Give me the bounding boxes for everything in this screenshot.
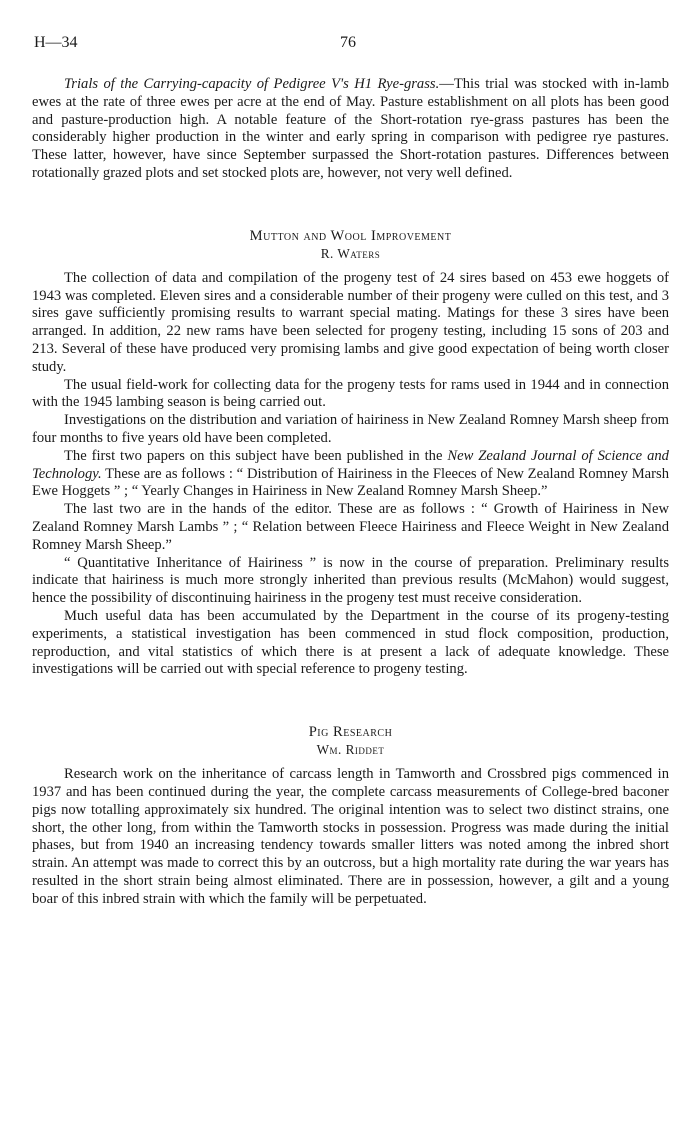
mutton-paragraph-1: The collection of data and compilation of the progeny test of 24 sires based on 453 ewe hoggets of 1943 was completed. Eleven sires and a considerable number of their progeny were culled on this test, and 3 sires gave sufficiently promising results to warrant special mating. Matings for these 3 sires have been arranged. In addition, 22 new rams have been selected for progeny testing, including 15 sons of 203 and 213. Several of these have produced very promising lambs and give good expectation of being worth closer study. — [32, 269, 669, 375]
mutton-paragraph-3: Investigations on the distribution and variation of hairiness in New Zealand Romney Marsh sheep from four months to five years old have been completed. — [32, 412, 669, 446]
mutton-wool-heading: Mutton and Wool Improvement — [249, 227, 452, 244]
page-body — [32, 76, 669, 908]
p4-lead: The first two papers on this subject have been published in the — [64, 447, 448, 464]
mutton-paragraph-7: Much useful data has been accumulated by the Department in the course of its progeny-testing experiments, a statistical investigation has been commenced in stud flock composition, production, reproduction, and vital statistics of which there is at present a lack of adequate knowledge. These investigations will be carried out with special reference to progeny testing. — [32, 607, 669, 678]
mutton-paragraph-2: The usual field-work for collecting data for the progeny tests for rams used in 1944 and in connection with the 1945 lambing season is being carried out. — [32, 376, 669, 411]
mutton-paragraph-5: The last two are in the hands of the editor. These are as follows : “ Growth of Hairiness in New Zealand Romney Marsh Lambs ” ; “ Relation between Fleece Hairiness and Fleece Weight in New Zealand Romney Marsh Sheep.” — [32, 501, 669, 553]
mutton-wool-author: R. Waters — [320, 245, 381, 261]
page-header — [34, 34, 666, 54]
page-number: 76 — [340, 34, 356, 51]
pig-research-author: Wm. Riddet — [316, 742, 385, 758]
page-reference: H—34 — [34, 34, 78, 51]
mutton-paragraph-6: “ Quantitative Inheritance of Hairiness ” is now in the course of preparation. Preliminary results indicate that hairiness is much more strongly inherited than previous results (McMahon) would suggest, hence the possibility of discontinuing hairiness in the progeny test must receive consideration. — [32, 554, 669, 607]
mutton-paragraph-4 — [32, 448, 669, 501]
trial-title: Trials of the Carrying-capacity of Pedigree V's H1 Rye-grass. — [64, 76, 440, 92]
rye-grass-trial-paragraph — [32, 76, 669, 183]
pig-research-heading: Pig Research — [308, 724, 393, 741]
p4-rest: These are as follows : “ Distribution of Hairiness in the Fleeces of New Zealand Romney Marsh Ewe Hoggets ” ; “ Yearly Changes in Hairiness in New Zealand Romney Marsh Sheep.” — [32, 465, 669, 500]
trial-text: —This trial was stocked with in-lamb ewes at the rate of three ewes per acre at the end of May. Pasture establishment on all plots has been good and pasture-production high. A notable feature of the Short-rotation rye-grass pastures has been the considerably higher production in the winter and early spring in comparison with pedigree rye pastures. These latter, however, have since September surpassed the Short-rotation pastures. Differences between rotationally grazed plots and set stocked plots are, however, not very well defined. — [32, 76, 669, 181]
journal-name: New Zealand Journal of Science and Technology. — [32, 447, 669, 482]
pig-paragraph-1: Research work on the inheritance of carcass length in Tamworth and Crossbred pigs commenced in 1937 and has been continued during the year, the complete carcass measurements of College-bred baconer pigs now totalling approximately six hundred. The original intention was to select two distinct strains, one short, the other long, from within the Tamworth stocks in possession. Progress was made during the initial phases, but from 1940 an increasing tendency towards smaller litters was noted among the inbred short strain. An attempt was made to correct this by an outcross, but a high mortality rate during the war years has resulted in the short strain being almost eliminated. There are in possession, however, a gilt and a young boar of this inbred strain with which the family will be perpetuated. — [32, 766, 669, 907]
